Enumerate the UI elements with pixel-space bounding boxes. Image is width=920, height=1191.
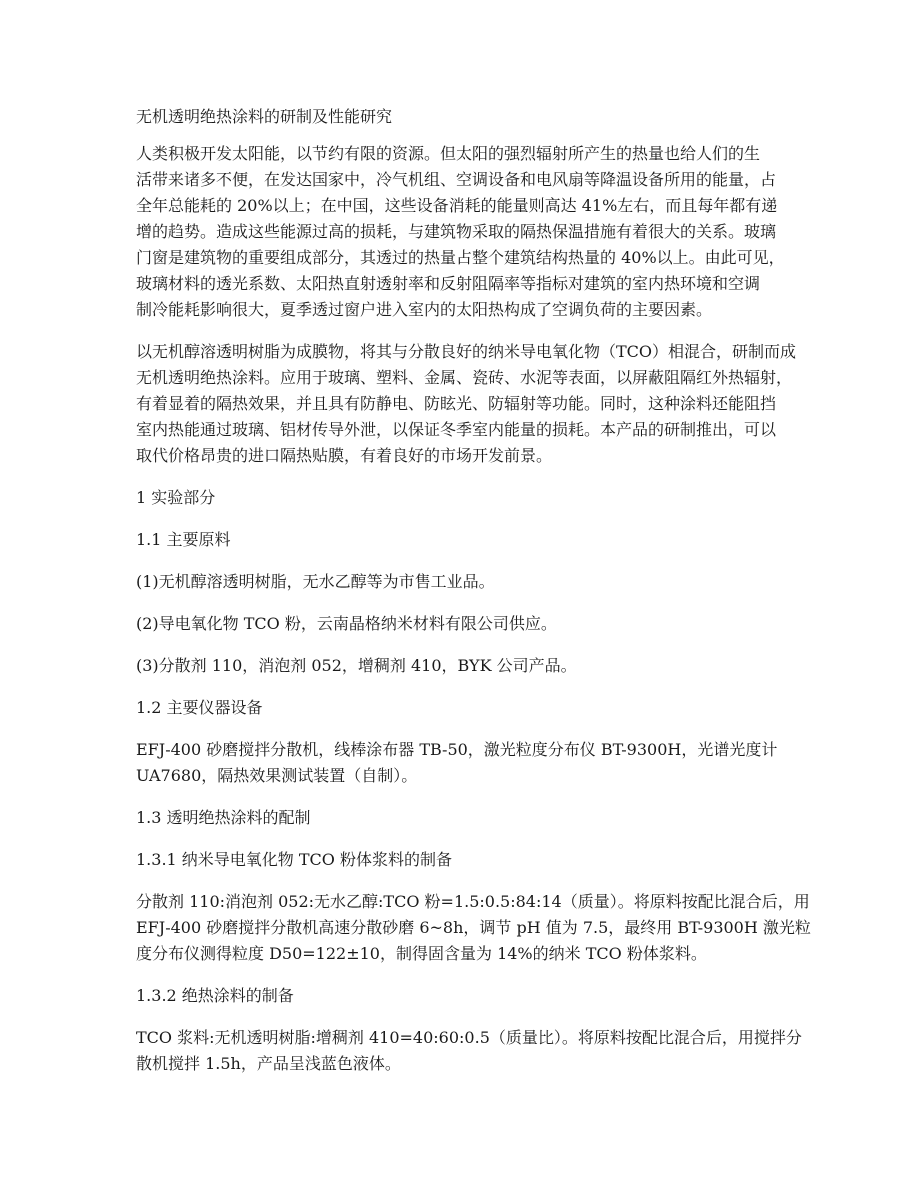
intro-paragraph-2	[136, 339, 797, 469]
paragraph-line: 全年总能耗的 20%以上；在中国，这些设备消耗的能量则高达 41%左右，而且每年都有递	[136, 196, 778, 215]
paragraph-line: TCO 浆料:无机透明树脂:增稠剂 410=40:60:0.5（质量比）。将原料按配比混合后，用搅拌分	[136, 1028, 802, 1047]
section-heading-1-1: 1.1 主要原料	[136, 530, 231, 549]
paragraph-line: 无机透明绝热涂料。应用于玻璃、塑料、金属、瓷砖、水泥等表面，以屏蔽阻隔红外热辐射，	[136, 368, 793, 387]
equipment-paragraph	[136, 737, 788, 789]
paragraph-line: 散机搅拌 1.5h，产品呈浅蓝色液体。	[136, 1054, 401, 1073]
document-body	[136, 104, 811, 1077]
coating-paragraph	[136, 1025, 802, 1077]
intro-paragraph-1	[136, 141, 788, 323]
paragraph-line: 度分布仪测得粒度 D50=122±10，制得固含量为 14%的纳米 TCO 粉体浆料。	[136, 944, 707, 963]
section-heading-1-2: 1.2 主要仪器设备	[136, 698, 263, 717]
material-item-2: (2)导电氧化物 TCO 粉，云南晶格纳米材料有限公司供应。	[136, 614, 557, 633]
paragraph-line: 分散剂 110:消泡剂 052:无水乙醇:TCO 粉=1.5:0.5:84:14（质量）。将原料按配比混合后，用	[136, 892, 810, 911]
paragraph-line: 室内热能通过玻璃、铝材传导外泄，以保证冬季室内能量的损耗。本产品的研制推出，可以	[136, 420, 777, 439]
paragraph-line: 以无机醇溶透明树脂为成膜物，将其与分散良好的纳米导电氧化物（TCO）相混合，研制而成	[136, 342, 797, 361]
section-heading-1-3: 1.3 透明绝热涂料的配制	[136, 808, 311, 827]
paragraph-line: 门窗是建筑物的重要组成部分，其透过的热量占整个建筑结构热量的 40%以上。由此可见，	[136, 248, 785, 267]
paragraph-line: 有着显着的隔热效果，并且具有防静电、防眩光、防辐射等功能。同时，这种涂料还能阻挡	[136, 394, 777, 413]
paragraph-line: UA7680，隔热效果测试装置（自制）。	[136, 766, 418, 785]
paragraph-line: EFJ-400 砂磨搅拌分散机，线棒涂布器 TB-50，激光粒度分布仪 BT-9300H，光谱光度计	[136, 740, 778, 759]
paragraph-line: 活带来诸多不便，在发达国家中，冷气机组、空调设备和电风扇等降温设备所用的能量，占	[136, 170, 777, 189]
paragraph-line: 人类积极开发太阳能，以节约有限的资源。但太阳的强烈辐射所产生的热量也给人们的生	[136, 144, 761, 163]
section-heading-1-3-1: 1.3.1 纳米导电氧化物 TCO 粉体浆料的制备	[136, 850, 453, 869]
slurry-paragraph	[136, 889, 811, 967]
material-item-1: (1)无机醇溶透明树脂，无水乙醇等为市售工业品。	[136, 572, 495, 591]
paragraph-line: EFJ-400 砂磨搅拌分散机高速分散砂磨 6~8h，调节 pH 值为 7.5，最终用 BT-9300H 激光粒	[136, 918, 811, 937]
section-heading-1: 1 实验部分	[136, 488, 216, 507]
paragraph-line: 玻璃材料的透光系数、太阳热直射透射率和反射阻隔率等指标对建筑的室内热环境和空调	[136, 274, 761, 293]
material-item-3: (3)分散剂 110，消泡剂 052，增稠剂 410，BYK 公司产品。	[136, 656, 577, 675]
document-title: 无机透明绝热涂料的研制及性能研究	[136, 107, 393, 126]
paragraph-line: 取代价格昂贵的进口隔热贴膜，有着良好的市场开发前景。	[136, 446, 553, 465]
section-heading-1-3-2: 1.3.2 绝热涂料的制备	[136, 986, 294, 1005]
paragraph-line: 制冷能耗影响很大，夏季透过窗户进入室内的太阳热构成了空调负荷的主要因素。	[136, 300, 713, 319]
paragraph-line: 增的趋势。造成这些能源过高的损耗，与建筑物采取的隔热保温措施有着很大的关系。玻璃	[136, 222, 777, 241]
